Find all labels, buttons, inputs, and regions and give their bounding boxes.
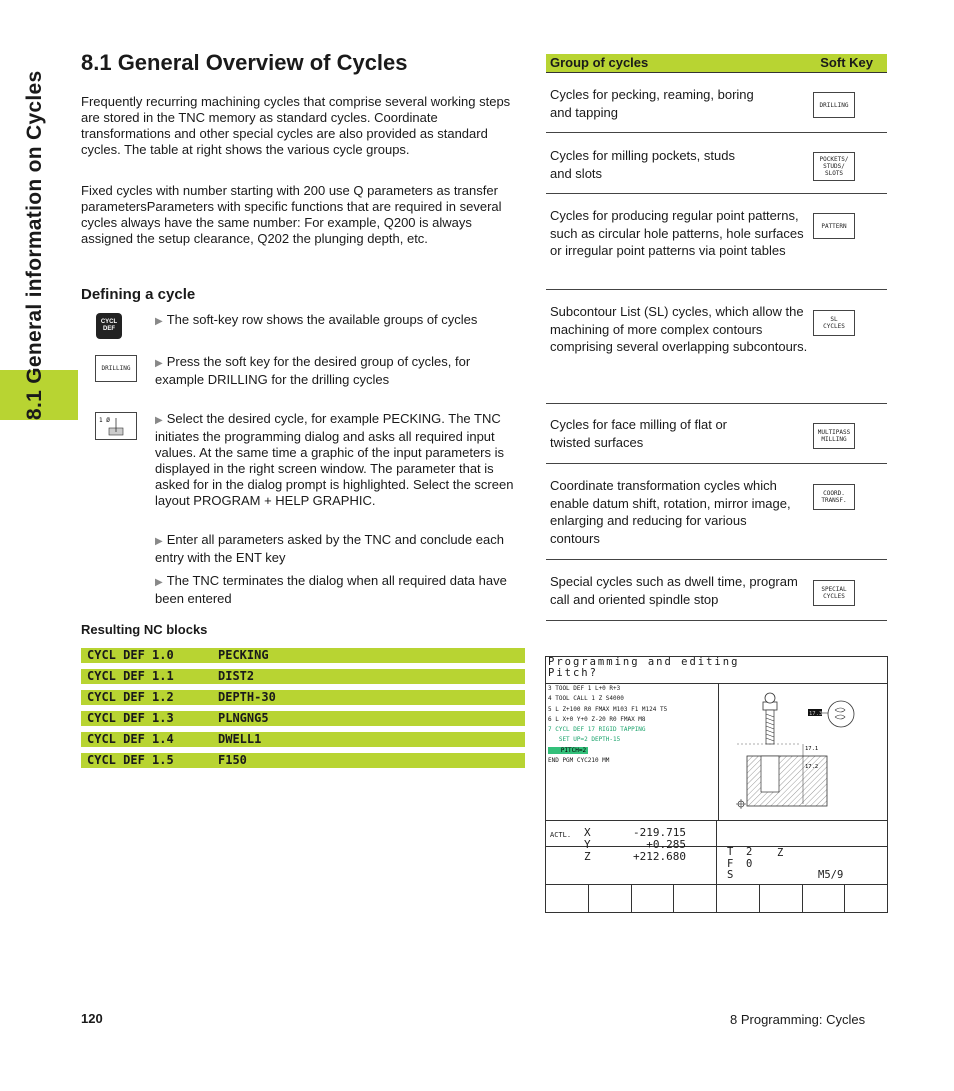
table-row-text: Cycles for milling pockets, studs and slots [550, 148, 735, 181]
table-row-text: Coordinate transformation cycles which enable datum shift, rotation, mirror image, enlarging and reducing for various contours [550, 478, 791, 546]
position-axes: X Y Z [584, 826, 591, 863]
intro-paragraph-2: Fixed cycles with number starting with 200 use Q parameters as transfer parametersParameters with specific functions that are required in several cycles always have the same number: For example, Q200 is always assigned the setup clearance, Q202 the plunging depth, etc. [81, 183, 502, 246]
page-number: 120 [81, 1011, 103, 1026]
special-cycles-softkey: SPECIAL CYCLES [813, 580, 855, 606]
table-divider [546, 289, 887, 290]
nc-row: CYCL DEF 1.0 PECKING [81, 648, 525, 663]
screen-mode-title: Programming and editing [548, 656, 740, 668]
step-3: ▶ Select the desired cycle, for example PECKING. The TNC initiates the programming dialog and asks all required input values. At the same time a graphic of the input parameters is displayed in the right screen window. The parameter that is asked for in the dialog prompt is highlighted. Select the screen layout PROGRAM + HELP GRAPHIC. [155, 411, 514, 508]
softkey[interactable] [632, 885, 675, 913]
table-row-text: Special cycles such as dwell time, program call and oriented spindle stop [550, 574, 798, 607]
chapter-footer: 8 Programming: Cycles [730, 1012, 866, 1027]
program-line: SET UP=2 DEPTH-15 [548, 736, 621, 744]
program-line: 5 L Z+100 R0 FMAX M103 F1 M124 T5 [548, 705, 668, 713]
m-function-label: M5/9 [818, 869, 844, 881]
tnc-screen [545, 656, 888, 913]
tool-axis-label: Z [777, 847, 784, 859]
dimension-label: 17.1 [805, 746, 819, 752]
screen-header [546, 657, 887, 684]
softkey[interactable] [717, 885, 760, 913]
step-5: ▶ The TNC terminates the dialog when all required data have been entered [155, 573, 507, 606]
table-divider [546, 463, 887, 464]
softkey[interactable] [803, 885, 846, 913]
table-row-text: Subcontour List (SL) cycles, which allow the machining of more complex contours comprising several overlapping subcontours. [550, 304, 808, 354]
table-divider [546, 620, 887, 621]
arrow-icon: ▶ [155, 536, 163, 547]
help-graphic [717, 684, 887, 820]
table-divider [546, 403, 887, 404]
subsection-title: Defining a cycle [81, 286, 196, 303]
nc-row: CYCL DEF 1.4 DWELL1 [81, 732, 525, 747]
program-line-active: PITCH=2 [550, 746, 587, 754]
program-line: 7 CYCL DEF 17 RIGID TAPPING [548, 726, 646, 734]
program-line: 3 TOOL DEF 1 L+0 R+3 [548, 685, 621, 692]
program-line: END PGM CYC210 MM [548, 757, 610, 765]
coord-transf-softkey: COORD. TRANSF. [813, 484, 855, 510]
program-line: 4 TOOL CALL 1 Z S4000 [548, 695, 624, 703]
arrow-icon: ▶ [155, 316, 163, 327]
actl-label: ACTL. [550, 831, 572, 839]
program-line: 6 L X+0 Y+0 Z-20 R0 FMAX M8 [548, 715, 646, 723]
step-1: ▶ The soft-key row shows the available groups of cycles [155, 312, 478, 327]
table-divider [546, 559, 887, 560]
nc-row: CYCL DEF 1.1 DIST2 [81, 669, 525, 684]
softkey[interactable] [760, 885, 803, 913]
drilling-softkey: DRILLING [813, 92, 855, 118]
arrow-icon: ▶ [155, 358, 163, 369]
cycle-groups-table-header: Group of cycles Soft Key [546, 54, 887, 73]
program-window [546, 684, 719, 820]
multipass-milling-softkey: MULTIPASS MILLING [813, 423, 855, 449]
softkey[interactable] [546, 885, 589, 913]
side-chapter-title: 8.1 General information on Cycles [23, 70, 46, 420]
status-divider [716, 820, 717, 884]
nc-row: CYCL DEF 1.2 DEPTH-30 [81, 690, 525, 705]
pecking-softkey-icon [95, 412, 137, 440]
softkey[interactable] [589, 885, 632, 913]
table-row-text: Cycles for face milling of flat or twisted surfaces [550, 417, 728, 450]
position-values: -219.715 +0.285 +212.680 [633, 826, 686, 863]
intro-paragraph-1: Frequently recurring machining cycles that comprise several working steps are stored in the TNC memory as standard cycles. Coordinate transformations and other special cycles are also provided as standard cycles. The table at right shows the various cycle groups. [81, 94, 511, 157]
tool-feed-spindle: T 2 F 0 S [727, 846, 753, 881]
arrow-icon: ▶ [155, 577, 163, 588]
cycl-def-key-icon: CYCL DEF [96, 313, 122, 339]
dialog-prompt: Pitch? [548, 667, 598, 679]
pockets-softkey: POCKETS/ STUDS/ SLOTS [813, 152, 855, 181]
table-row-text: Cycles for producing regular point patterns, such as circular hole patterns, hole surfaces or irregular point patterns via point tables [550, 208, 804, 258]
nc-blocks-label: Resulting NC blocks [81, 622, 208, 637]
sl-cycles-softkey: SL CYCLES [813, 310, 855, 336]
softkey[interactable] [674, 885, 717, 913]
table-divider [546, 193, 887, 194]
step-4: ▶ Enter all parameters asked by the TNC and conclude each entry with the ENT key [155, 532, 504, 565]
softkey-row [546, 884, 887, 913]
drilling-softkey-icon: DRILLING [95, 355, 137, 382]
nc-row: CYCL DEF 1.5 F150 [81, 753, 525, 768]
pecking-key-label: 1 Ø [99, 417, 110, 424]
table-divider [546, 132, 887, 133]
softkey[interactable] [845, 885, 887, 913]
arrow-icon: ▶ [155, 415, 163, 426]
pattern-softkey: PATTERN [813, 213, 855, 239]
table-row-text: Cycles for pecking, reaming, boring and tapping [550, 87, 754, 120]
section-title: 8.1 General Overview of Cycles [81, 50, 408, 75]
dimension-label: 17.2 [805, 764, 819, 770]
step-2: ▶ Press the soft key for the desired group of cycles, for example DRILLING for the drilling cycles [155, 354, 471, 387]
pitch-label: 17.3 [809, 711, 823, 717]
nc-row: CYCL DEF 1.3 PLNGNG5 [81, 711, 525, 726]
